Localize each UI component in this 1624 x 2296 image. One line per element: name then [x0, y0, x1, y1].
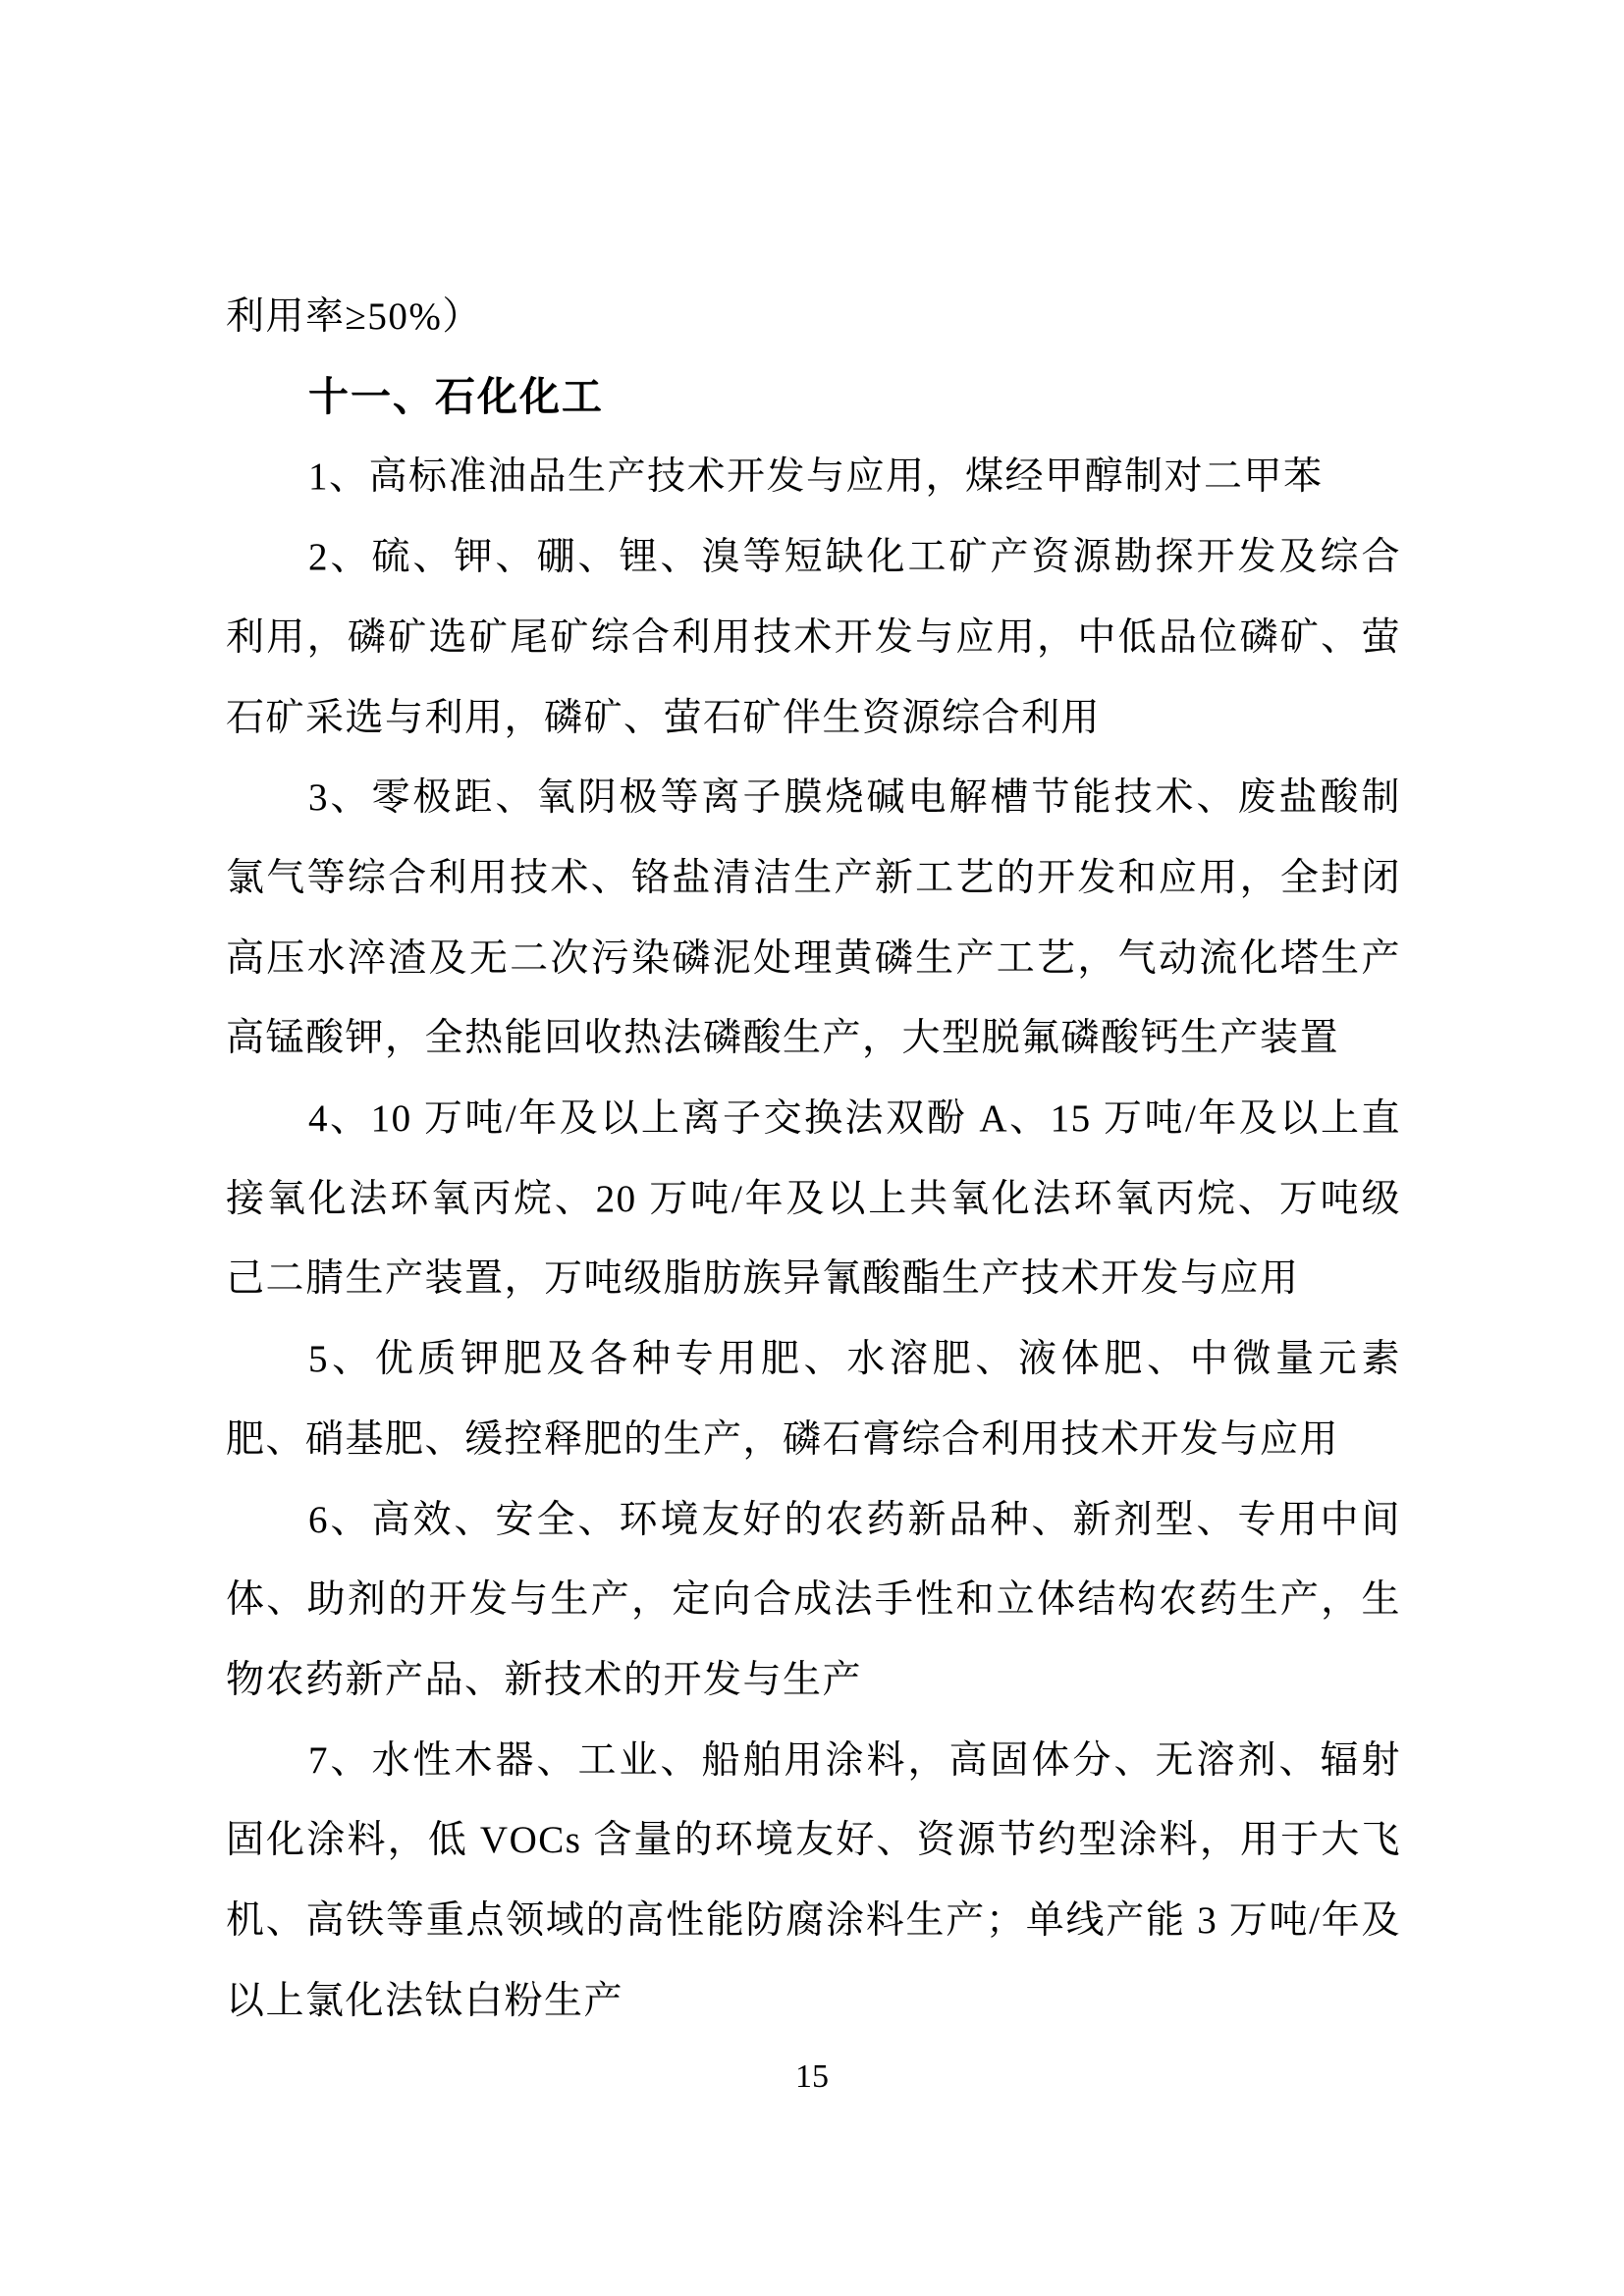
section-heading: 十一、石化化工 — [308, 373, 604, 419]
list-item-5: 5、优质钾肥及各种专用肥、水溶肥、液体肥、中微量元素肥、硝基肥、缓控释肥的生产，磷石膏综合利用技术开发与应用 — [226, 1338, 1401, 1461]
list-item-7: 7、水性木器、工业、船舶用涂料，高固体分、无溶剂、辐射固化涂料，低 VOCs 含量的环境友好、资源节约型涂料，用于大飞机、高铁等重点领域的高性能防腐涂料生产；单线产能 3 万吨/年及以上氯化法钛白粉生产 — [226, 1738, 1401, 2022]
list-item-1: 1、高标准油品生产技术开发与应用，煤经甲醇制对二甲苯 — [308, 455, 1324, 499]
continuation-line: 利用率≥50%） — [226, 295, 482, 338]
document-body — [226, 277, 1401, 2041]
page-number: 15 — [795, 2058, 829, 2095]
list-item-3: 3、零极距、氧阴极等离子膜烧碱电解槽节能技术、废盐酸制氯气等综合利用技术、铬盐清洁生产新工艺的开发和应用，全封闭高压水淬渣及无二次污染磷泥处理黄磷生产工艺，气动流化塔生产高锰酸钾，全热能回收热法磷酸生产，大型脱氟磷酸钙生产装置 — [226, 776, 1401, 1060]
list-item-2: 2、硫、钾、硼、锂、溴等短缺化工矿产资源勘探开发及综合利用，磷矿选矿尾矿综合利用技术开发与应用，中低品位磷矿、萤石矿采选与利用，磷矿、萤石矿伴生资源综合利用 — [226, 536, 1401, 739]
list-item-4: 4、10 万吨/年及以上离子交换法双酚 A、15 万吨/年及以上直接氧化法环氧丙烷、20 万吨/年及以上共氧化法环氧丙烷、万吨级己二腈生产装置，万吨级脂肪族异氰酸酯生产技术开发与应用 — [226, 1097, 1401, 1301]
list-item-6: 6、高效、安全、环境友好的农药新品种、新剂型、专用中间体、助剂的开发与生产，定向合成法手性和立体结构农药生产，生物农药新产品、新技术的开发与生产 — [226, 1498, 1401, 1701]
